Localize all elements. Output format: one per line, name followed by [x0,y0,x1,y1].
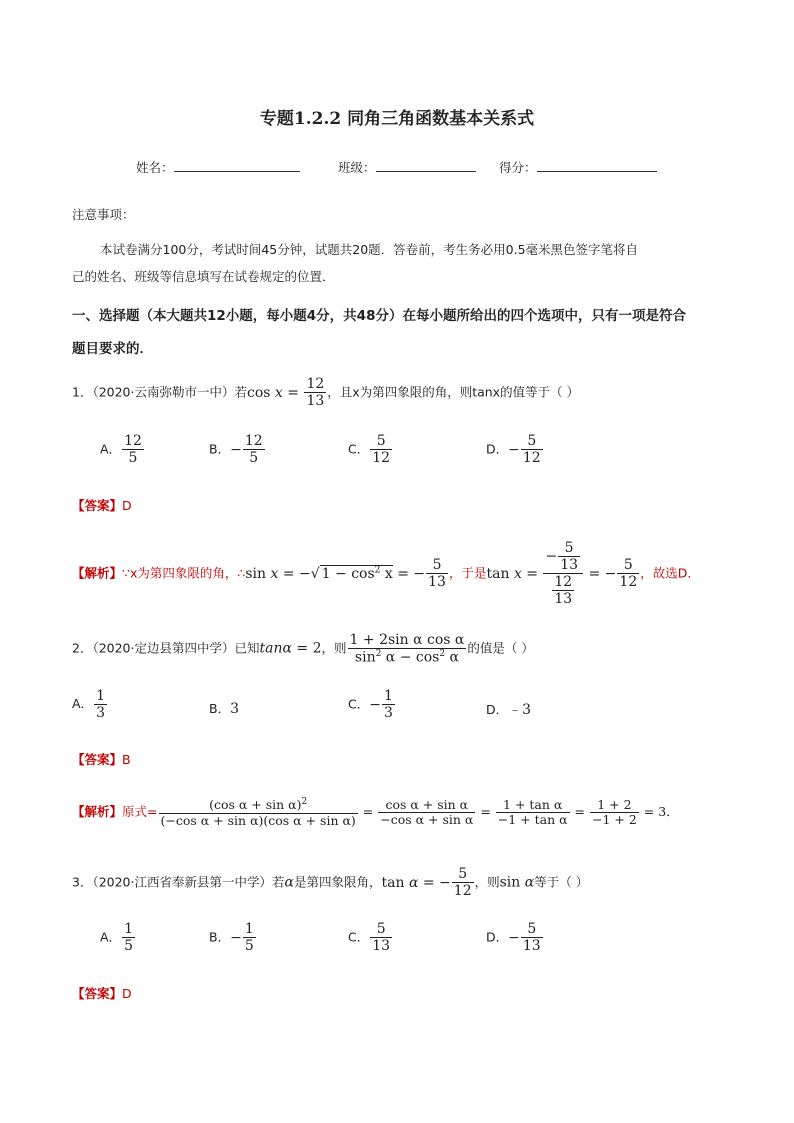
q2-option-c[interactable]: C．− $\frac{1}{3}$ [348,688,393,722]
q1-answer: 【答案】D [72,498,132,513]
q1-option-d[interactable]: D．− $\frac{5}{12}$ [486,433,541,467]
q2-option-a[interactable]: A． $\frac{1}{3}$ [72,688,105,722]
q2-option-b[interactable]: B．3 [209,701,239,717]
q2-option-d[interactable]: D．﹣3 [486,702,532,718]
q3-answer: 【答案】D [72,986,132,1001]
q2-frac: $\frac{\text{1 + 2sin α cos α}}{\sin^2 \alpha - \cos^2 \alpha}$ [349,632,465,666]
score-field[interactable] [499,158,657,176]
q1-condition: cos x = $\frac{12}{13}$ [247,376,325,410]
q3-option-a[interactable]: A． $\frac{1}{5}$ [100,921,133,955]
q1-option-a[interactable]: A． $\frac{12}{5}$ [100,433,142,467]
q1-option-c[interactable]: C． $\frac{5}{12}$ [348,433,391,467]
q1-analysis-math1: sin x = −√ $1 - \cos^2 x$ = − $\frac{5}{13}$ [245,557,446,591]
name-blank[interactable] [174,159,300,172]
question-3: 3．（2020·江西省奉新县第一中学）若α是第四象限角，tan α = − $\frac{5}{12}$ ，则sin α等于（ ） [72,866,589,900]
page-title: 专题1.2.2 同角三角函数基本关系式 [259,109,535,129]
q1-analysis: 【解析】∵x为第四象限的角，∴sin x = −√ $1 - \cos^2 x$ = − $\frac{5}{13}$ ，于是tan x = − $\frac{5}{13}$ $\frac{12}{13}$ = − $\frac{5}{12}$ ，故选D． [72,540,700,608]
q1-suffix: ，且x为第四象限的角，则tanx的值等于（ ） [327,384,580,400]
notice-line1: 本试卷满分100分，考试时间45分钟，试题共20题．答卷前，考生务必用0.5毫米黑色签字笔将自 [100,242,639,257]
class-label: 班级： [338,160,376,175]
q1-analysis-math2: tan x = − $\frac{5}{13}$ $\frac{12}{13}$ = − $\frac{5}{12}$ [486,540,638,608]
q3-option-c[interactable]: C． $\frac{5}{13}$ [348,921,391,955]
q2-analysis-math: $\frac{(\cos \alpha + \sin \alpha)^2}{\text{(−cos α + sin α)(cos α + sin α)}}$ = $\frac{\text{cos α + sin α}}{\text{−cos α + sin α}}$ = $\frac{\text{1 + tan α}}{\text{−1 + tan α}}$ = $\frac{1 + 2}{-1 + 2}$ = 3 [160,796,667,828]
class-blank[interactable] [376,159,476,172]
name-field[interactable] [136,158,300,176]
q2-analysis: 【解析】原式= $\frac{(\cos \alpha + \sin \alpha)^2}{\text{(−cos α + sin α)(cos α + sin α)}}$ = $\frac{\text{cos α + sin α}}{\text{−cos α + sin α}}$ = $\frac{\text{1 + tan α}}{\text{−1 + tan α}}$ = $\frac{1 + 2}{-1 + 2}$ = 3． [72,796,679,828]
q2-answer: 【答案】B [72,752,131,767]
section1-line2: 题目要求的． [72,341,153,357]
q3-option-b[interactable]: B．− $\frac{1}{5}$ [209,921,254,955]
q3-option-d[interactable]: D．− $\frac{5}{13}$ [486,921,541,955]
q1-option-b[interactable]: B．− $\frac{12}{5}$ [209,433,263,467]
class-field[interactable] [338,158,476,176]
question-2: 2．（2020·定边县第四中学）已知tanα = 2，则 $\frac{\text{1 + 2sin α cos α}}{\sin^2 \alpha - \cos^2 \alpha}$ 的值是（ ） [72,632,534,666]
q1-big-frac: − $\frac{5}{13}$ $\frac{12}{13}$ [543,540,583,607]
question-1 [72,376,579,409]
name-label: 姓名： [136,160,174,175]
section1-line1: 一、选择题（本大题共12小题，每小题4分，共48分）在每小题所给出的四个选项中，只有一项是符合 [72,308,686,324]
score-label: 得分： [499,160,537,175]
q1-cond-frac: $\frac{12}{13}$ [306,376,325,410]
q1-prefix: 1．（2020·云南弥勒市一中）若 [72,384,247,400]
notice-line2: 己的姓名、班级等信息填写在试卷规定的位置． [72,269,335,284]
notice-heading: 注意事项： [72,207,135,222]
score-blank[interactable] [537,159,657,172]
